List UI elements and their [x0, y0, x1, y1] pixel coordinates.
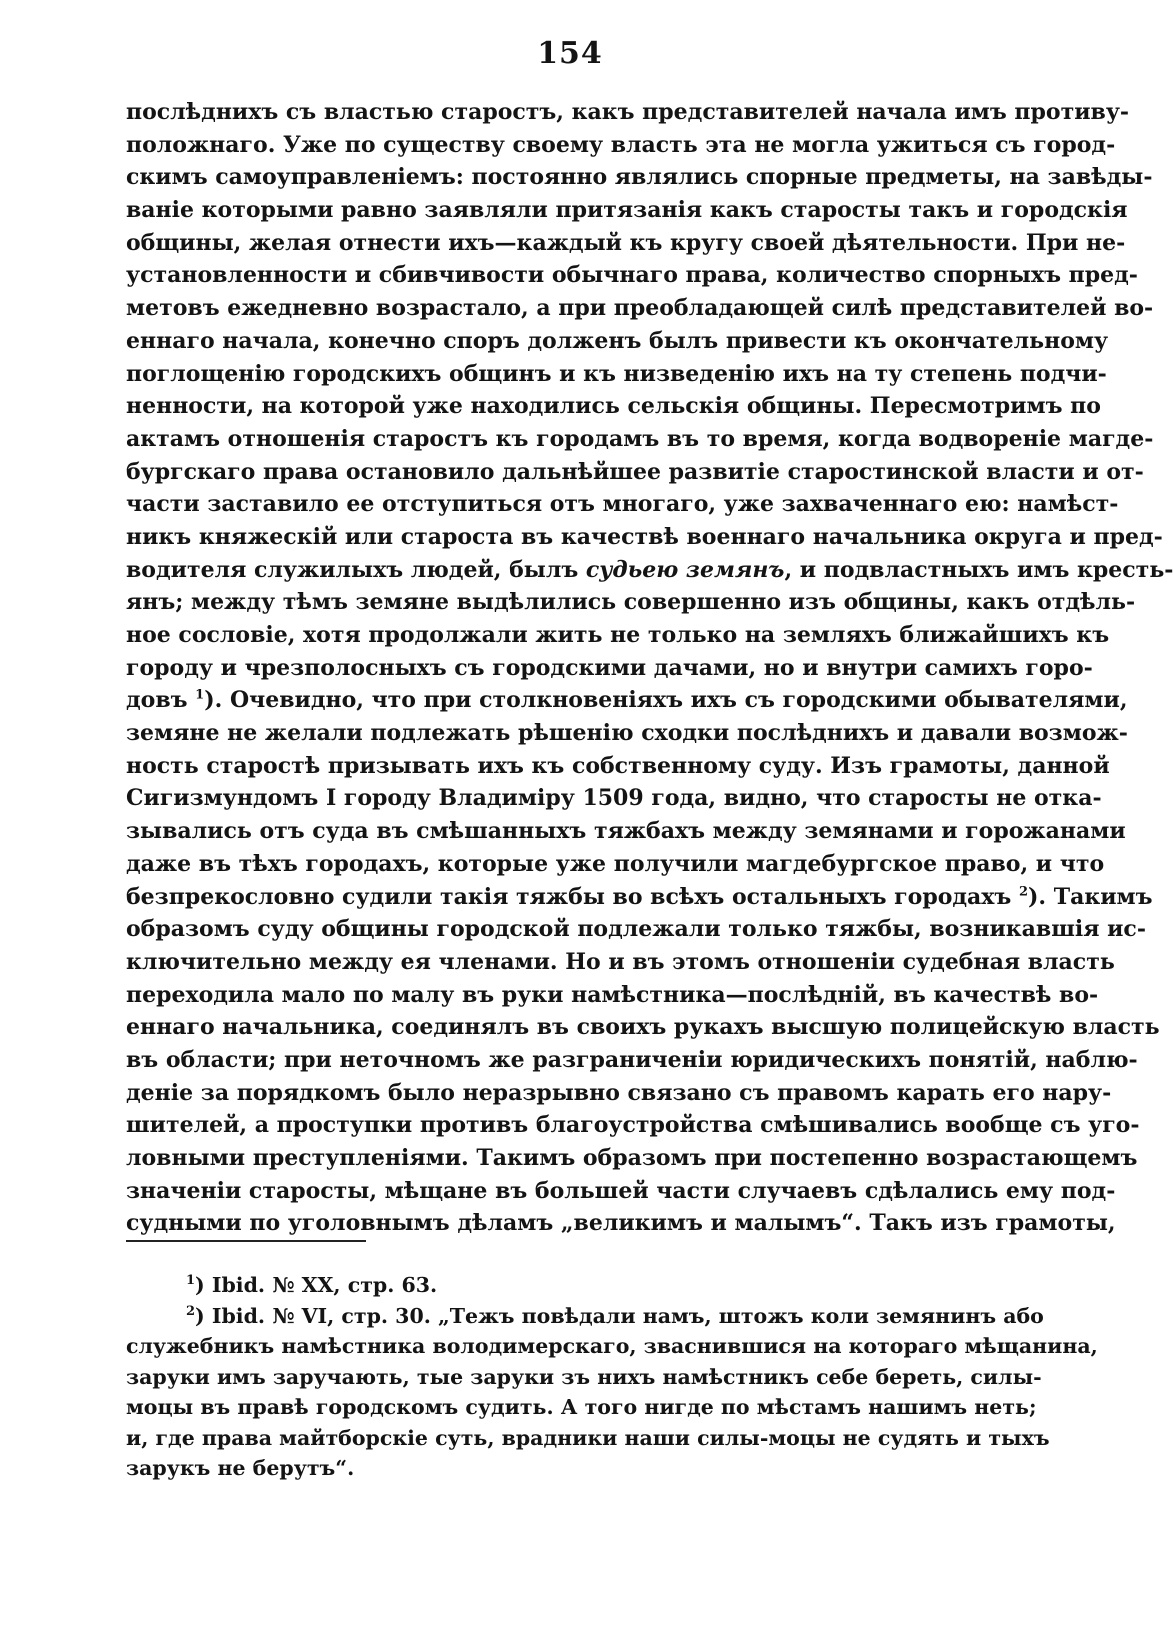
footnotes — [126, 1270, 1098, 1484]
text-line: зывались отъ суда въ смѣшанныхъ тяжбахъ между земянами и горожанами — [126, 818, 1126, 845]
footnote-text: ) Ibid. № XX, стр. 63. — [195, 1273, 438, 1297]
text-line: земяне не желали подлежать рѣшенію сходки послѣднихъ и давали возмож- — [126, 720, 1128, 747]
page-number: 154 — [537, 36, 603, 71]
text-line: переходила мало по малу въ руки намѣстника—послѣдній, въ качествѣ во- — [126, 981, 1099, 1008]
text-line: ное сословіе, хотя продолжали жить не только на земляхъ ближайшихъ къ — [126, 622, 1110, 648]
text-line: бургскаго права остановило дальнѣйшее развитіе старостинской власти и от- — [126, 458, 1144, 485]
text-line: образомъ суду общины городской подлежали только тяжбы, возникавшія ис- — [126, 916, 1146, 943]
text-line: шителей, а проступки противъ благоустройства смѣшивались вообще съ уго- — [126, 1112, 1140, 1139]
text-line — [126, 554, 1173, 587]
text-line: части заставило ее отступиться отъ многаго, уже захваченнаго ею: намѣст- — [126, 491, 1119, 518]
text-line — [126, 684, 1128, 717]
text-line: янъ; между тѣмъ земяне выдѣлились совершенно изъ общины, какъ отдѣль- — [126, 589, 1136, 616]
footnote-mark-2: 2 — [186, 1303, 196, 1319]
text-line: общины, желая отнести ихъ—каждый къ кругу своей дѣятельности. При не- — [126, 229, 1126, 256]
text-segment: ). Очевидно, что при столкновеніяхъ ихъ съ городскими обывателями, — [204, 687, 1128, 714]
text-line: въ области; при неточномъ же разграниченіи юридическихъ понятій, наблю- — [126, 1046, 1138, 1073]
text-line: ваніе которыми равно заявляли притязанія какъ старосты такъ и городскія — [126, 197, 1128, 224]
text-line: положнаго. Уже по существу своему власть эта не могла ужиться съ город- — [126, 131, 1116, 158]
italic-phrase: судьею земянъ — [585, 556, 785, 583]
text-line: метовъ ежедневно возрастало, а при преобладающей силѣ представителей во- — [126, 295, 1154, 322]
text-segment: водителя служилыхъ людей, былъ — [126, 556, 586, 583]
footnote-2 — [126, 1301, 1044, 1332]
text-line: еннаго начала, конечно споръ долженъ былъ привести къ окончательному — [126, 327, 1109, 354]
footnote-line: заруки имъ заручають, тые заруки зъ нихъ намѣстникъ себе береть, силы- — [126, 1364, 1042, 1389]
footnote-ref-1[interactable]: 1 — [195, 688, 205, 704]
text-segment: довъ — [126, 687, 196, 714]
text-line: Сигизмундомъ I городу Владиміру 1509 года, видно, что старосты не отка- — [126, 785, 1102, 812]
text-segment: , и подвластныхъ имъ кресть- — [784, 556, 1173, 583]
text-line: еннаго начальника, соединялъ въ своихъ рукахъ высшую полицейскую власть — [126, 1014, 1160, 1041]
text-line: поглощенію городскихъ общинъ и къ низведенію ихъ на ту степень подчи- — [126, 360, 1107, 387]
text-line: актамъ отношенія старостъ къ городамъ въ то время, когда водвореніе магде- — [126, 425, 1154, 452]
text-line: послѣднихъ съ властью старостъ, какъ представителей начала имъ противу- — [126, 99, 1130, 125]
text-line: значеніи старосты, мѣщане въ большей части случаевъ сдѣлались ему под- — [126, 1177, 1116, 1204]
footnote-line: моцы въ правѣ городскомъ судить. А того нигде по мѣстамъ нашимъ неть; — [126, 1395, 1037, 1419]
text-line: ность старостѣ призывать ихъ къ собственному суду. Изъ грамоты, данной — [126, 752, 1110, 779]
text-line: даже въ тѣхъ городахъ, которые уже получили магдебургское право, и что — [126, 850, 1105, 877]
text-line: судными по уголовнымъ дѣламъ „великимъ и малымъ“. Такъ изъ грамоты, — [126, 1210, 1116, 1237]
footnote-line: и, где права майтборскіе суть, врадники наши силы-моцы не судять и тыхъ — [126, 1425, 1050, 1450]
text-line: установленности и сбивчивости обычнаго права, количество спорныхъ пред- — [126, 262, 1138, 289]
footnote-text: ) Ibid. № VI, стр. 30. „Тежъ повѣдали намъ, штожъ коли земянинъ або — [195, 1303, 1044, 1328]
text-line: ненности, на которой уже находились сельскія общины. Пересмотримъ по — [126, 393, 1101, 420]
text-line: никъ княжескій или староста въ качествѣ военнаго начальника округа и пред- — [126, 523, 1163, 550]
text-line — [126, 881, 1153, 914]
footnote-line: служебникъ намѣстника володимерскаго, зваснившися на котораго мѣщанина, — [126, 1334, 1098, 1358]
text-line: ловными преступленіями. Такимъ образомъ при постепенно возрастающемъ — [126, 1145, 1138, 1171]
text-segment: ). Такимъ — [1028, 883, 1153, 910]
footnote-ref-2[interactable]: 2 — [1018, 884, 1028, 900]
text-segment: безпрекословно судили такія тяжбы во всѣхъ остальныхъ городахъ — [126, 883, 1019, 910]
footnote-line: зарукъ не берутъ“. — [126, 1456, 355, 1480]
text-line: скимъ самоуправленіемъ: постоянно являлись спорные предметы, на завѣды- — [126, 164, 1153, 191]
main-text — [126, 96, 1173, 1240]
text-line: ключительно между ея членами. Но и въ этомъ отношеніи судебная власть — [126, 948, 1115, 975]
footnote-divider — [126, 1240, 366, 1242]
text-line: деніе за порядкомъ было неразрывно связано съ правомъ карать его нару- — [126, 1079, 1112, 1106]
footnote-mark-1: 1 — [186, 1273, 196, 1289]
footnote-1 — [126, 1270, 1016, 1301]
text-line: городу и чрезполосныхъ съ городскими дачами, но и внутри самихъ горо- — [126, 654, 1093, 681]
